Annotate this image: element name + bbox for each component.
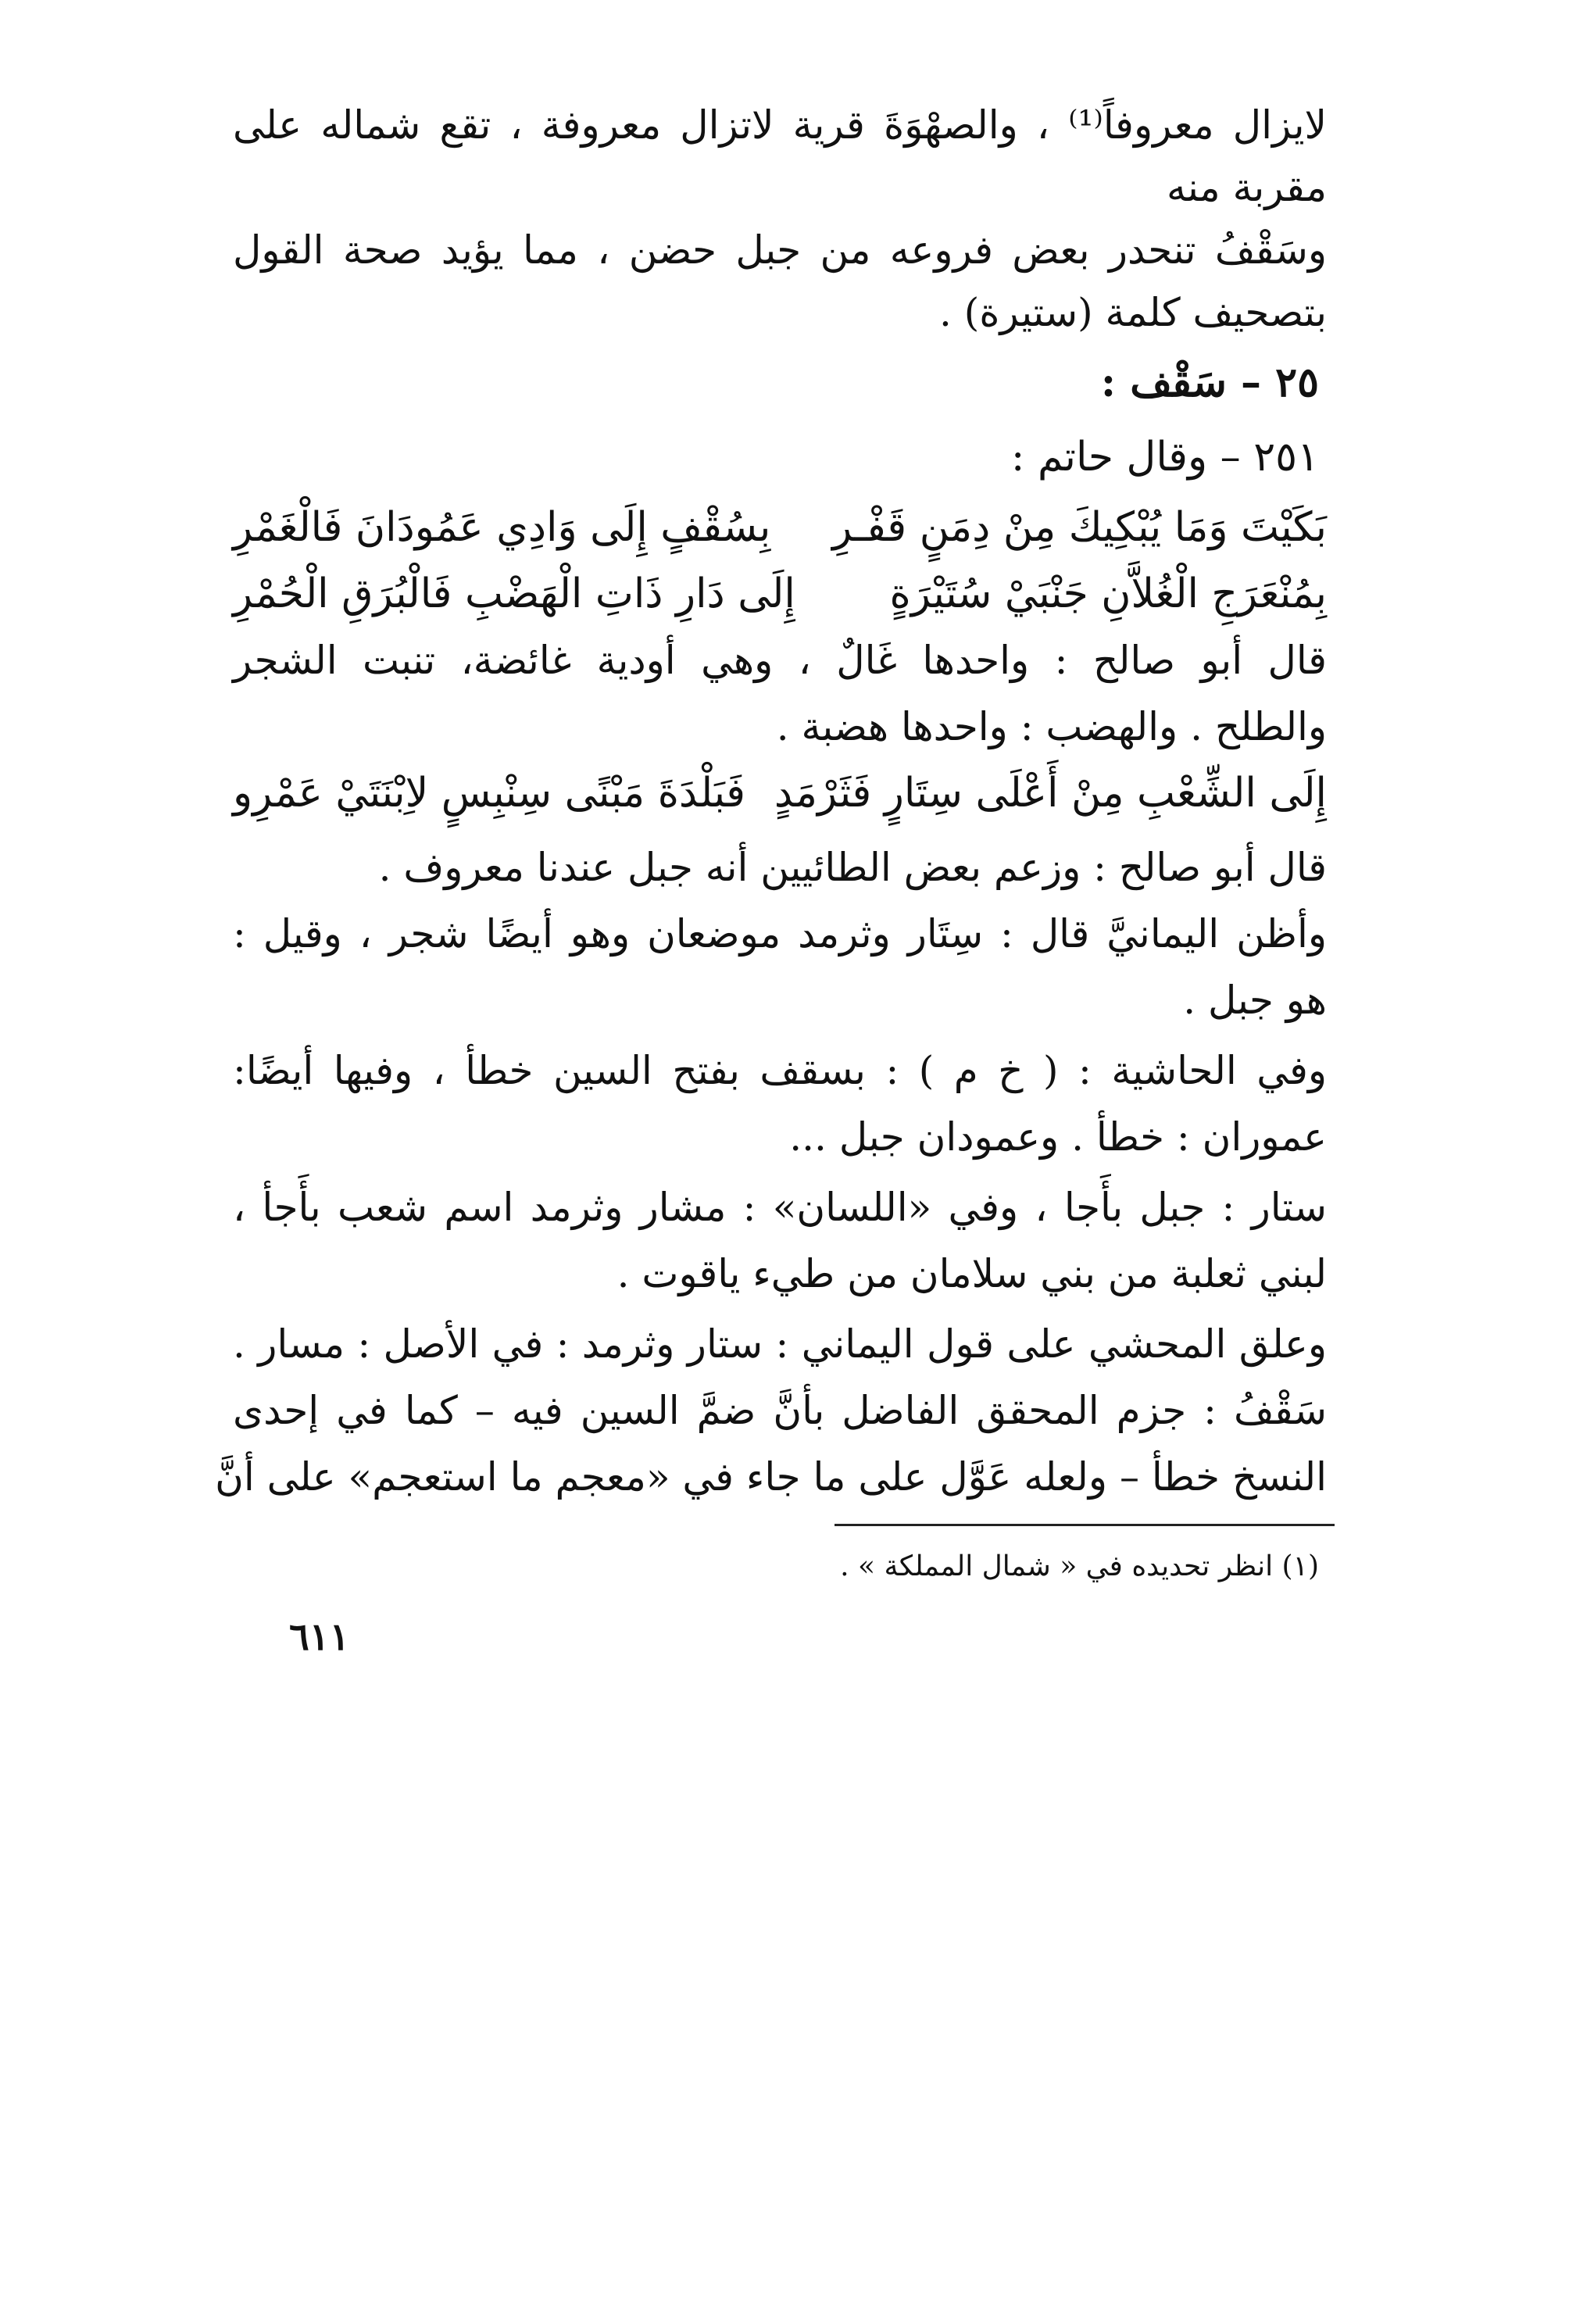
note-line-6: ستار : جبل بأَجا ، وفي «اللسان» : مشار وثرمد اسم شعب بأَجأ ،	[233, 1185, 1327, 1230]
entry-heading: ٢٥١ – وقال حاتم :	[1010, 434, 1319, 481]
poem-verse-2	[233, 563, 1327, 625]
note-line-8: وعلق المحشي على قول اليماني : ستار وثرمد : في الأصل : مسار .	[233, 1321, 1327, 1367]
note-line-7: لبني ثعلبة من بني سلامان من طيء ياقوت .	[617, 1251, 1327, 1296]
verse-2-first-hemistich: بِمُنْعَرَجِ الْغُلاَّنِ جَنْبَيْ سُتَيْرَةٍ	[889, 570, 1327, 617]
body-line-2: مقربة منه	[1167, 165, 1327, 210]
note-line-1: قال أبو صالح : وزعم بعض الطائيين أنه جبل عندنا معروف .	[378, 845, 1327, 890]
note-line-3: هو جبل .	[1183, 978, 1327, 1023]
note-line-4: وفي الحاشية : ( خ م ) : بسقف بفتح السين خطأ ، وفيها أيضًا:	[233, 1048, 1327, 1093]
poem-verse-1	[233, 496, 1327, 559]
verse-3-second-hemistich: فَبَلْدَةَ مَبْنًى سِنْبِسٍ لاِبْنَتَيْ عَمْرِو	[233, 770, 745, 817]
page-number: ٦١١	[289, 1615, 350, 1659]
body-line-4: بتصحيف كلمة (ستيرة) .	[939, 290, 1327, 335]
poem-verse-3	[233, 762, 1327, 824]
verse-1-first-hemistich: بَكَيْتَ وَمَا يُبْكِيكَ مِنْ دِمَنٍ قَفْـرِ	[832, 504, 1327, 551]
note-line-10: النسخ خطأ – ولعله عَوَّل على ما جاء في «معجم ما استعجم» على أنَّ	[215, 1454, 1327, 1500]
section-heading: ٢٥ – سَقْف :	[1100, 359, 1319, 406]
body-line-1: لايزال معروفاً⁽¹⁾ ، والصهْوَةَ قرية لاتزال معروفة ، تقع شماله على	[233, 102, 1328, 148]
body-line-3: وسَقْفُ تنحدر بعض فروعه من جبل حضن ، مما يؤيد صحة القول	[233, 227, 1327, 273]
note-line-5: عموران : خطأ . وعمودان جبل ...	[789, 1114, 1327, 1160]
footnote-separator	[835, 1524, 1335, 1526]
commentary-line-2: والطلح . والهضب : واحدها هضبة .	[776, 704, 1327, 749]
verse-1-second-hemistich: بِسُقْفٍ إِلَى وَادِي عَمُودَانَ فَالْغَمْرِ	[233, 504, 771, 551]
note-line-2: وأظن اليمانيَّ قال : سِتَار وثرمد موضعان وهو أيضًا شجر ، وقيل :	[233, 911, 1327, 956]
commentary-line-1: قال أبو صالح : واحدها غَالٌ ، وهي أودية غائضة، تنبت الشجر	[233, 638, 1327, 683]
verse-3-first-hemistich: إِلَى الشِّعْبِ مِنْ أَعْلَى سِتَارٍ فَثَرْمَدٍ	[774, 770, 1327, 817]
note-line-9: سَقْفُ : جزم المحقق الفاضل بأنَّ ضمَّ السين فيه – كما في إحدى	[233, 1388, 1327, 1433]
verse-2-second-hemistich: إِلَى دَارِ ذَاتِ الْهَضْبِ فَالْبُرَقِ الْحُمْرِ	[233, 570, 795, 617]
footnote: (١) انظر تحديده في « شمال المملكة » .	[840, 1550, 1319, 1582]
